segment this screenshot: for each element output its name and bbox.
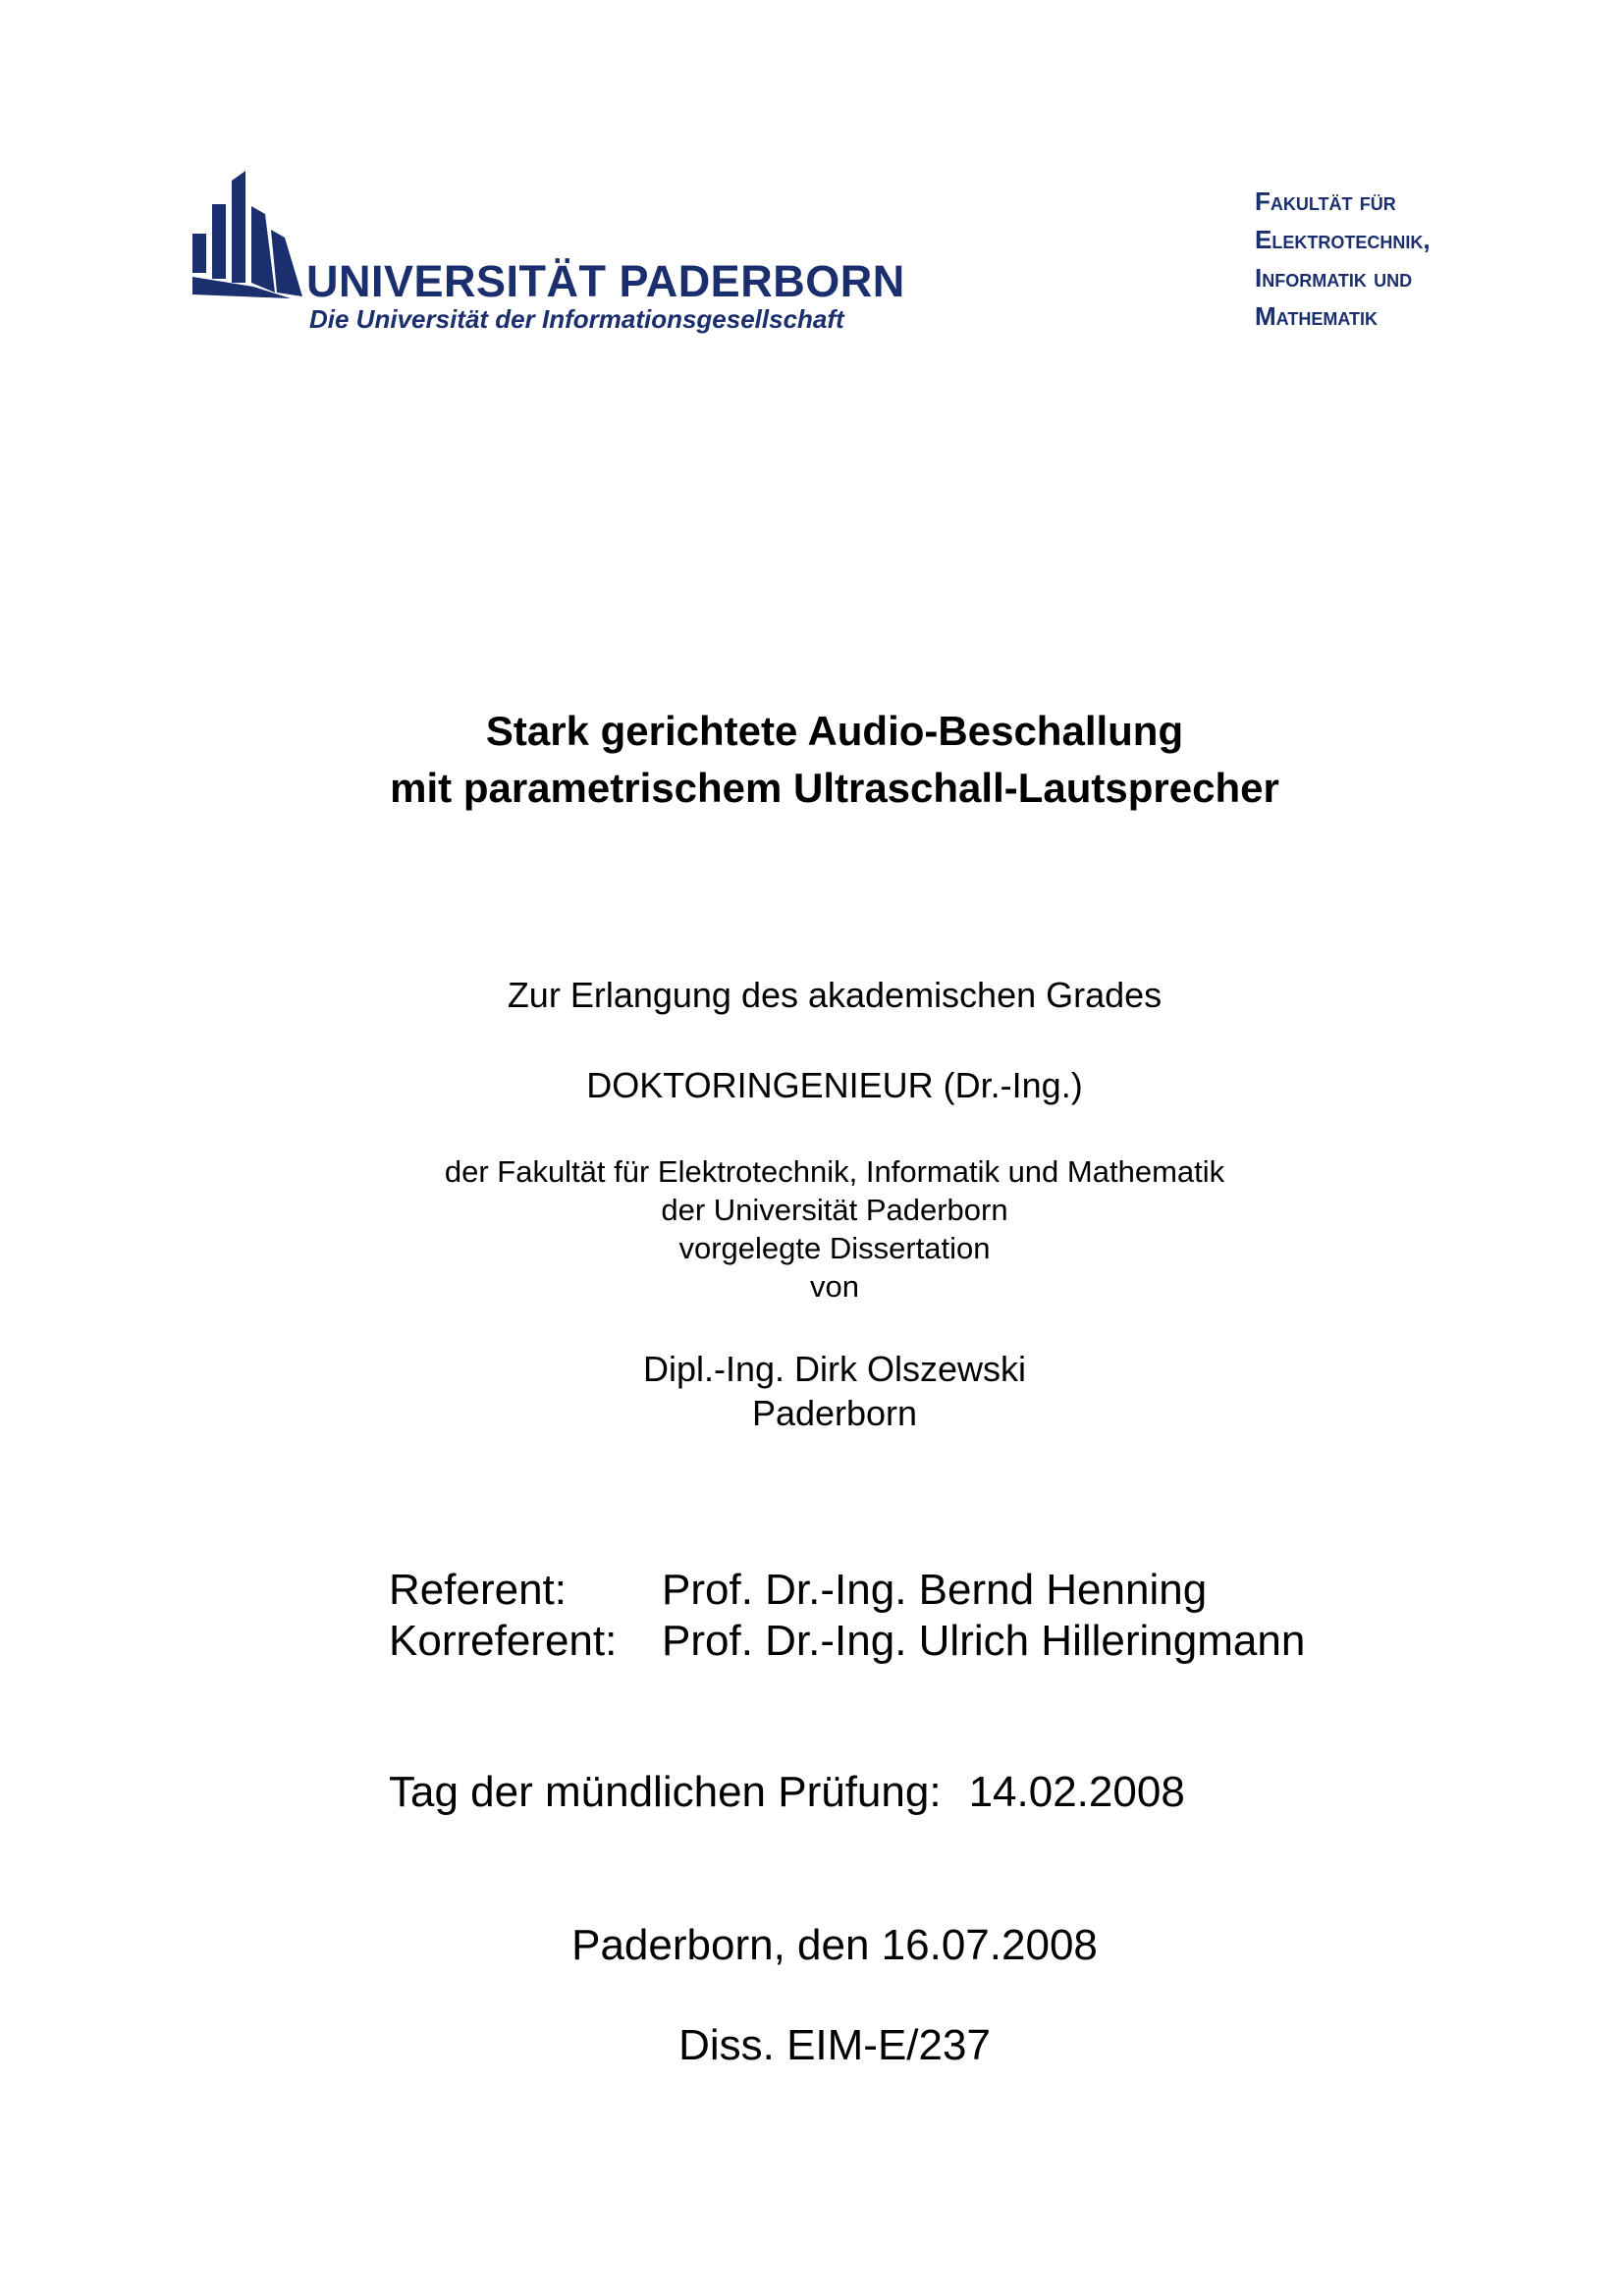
author-city: Paderborn [751, 1393, 918, 1433]
submission-line: vorgelegte Dissertation [678, 1231, 991, 1265]
author-name: Dipl.-Ing. Dirk Olszewski [642, 1349, 1027, 1389]
degree-intro: Zur Erlangung des akademischen Grades [507, 975, 1163, 1015]
exam-label: Tag der mündlichen Prüfung: [389, 1768, 942, 1816]
author-block [0, 1347, 1623, 1435]
coreferee-label: Korreferent: [389, 1617, 618, 1665]
submission-line: der Fakultät für Elektrotechnik, Informatik und Mathematik [444, 1154, 1225, 1189]
university-tagline: Die Universität der Informationsgesellschaft [309, 304, 844, 334]
faculty-line: Fakultät für [1255, 187, 1396, 216]
title-line: mit parametrischem Ultraschall-Lautsprecher [390, 765, 1279, 811]
referee-label: Referent: [389, 1566, 567, 1614]
thesis-title [0, 703, 1623, 817]
referee-name: Prof. Dr.-Ing. Bernd Henning [662, 1566, 1208, 1614]
submission-line: der Universität Paderborn [661, 1193, 1008, 1227]
university-logo [192, 171, 905, 338]
submission-line: von [810, 1269, 859, 1304]
place-and-date: Paderborn, den 16.07.2008 [571, 1921, 1098, 1969]
university-emblem-icon [192, 171, 302, 298]
exam-date: 14.02.2008 [968, 1768, 1185, 1816]
submission-statement [0, 1152, 1623, 1306]
dissertation-number: Diss. EIM-E/237 [678, 2021, 991, 2069]
faculty-line: Mathematik [1255, 301, 1378, 331]
title-line: Stark gerichtete Audio-Beschallung [485, 708, 1184, 754]
referees-block [389, 1565, 1305, 1667]
faculty-line: Elektrotechnik, [1255, 225, 1431, 254]
exam-date-line [389, 1767, 1185, 1818]
coreferee-row [389, 1616, 1305, 1667]
degree-name: DOKTORINGENIEUR (Dr.-Ing.) [586, 1065, 1083, 1105]
referee-row [389, 1565, 1305, 1616]
faculty-name [1255, 183, 1431, 336]
coreferee-name: Prof. Dr.-Ing. Ulrich Hilleringmann [662, 1617, 1306, 1665]
faculty-line: Informatik und [1255, 263, 1413, 293]
university-name: UNIVERSITÄT PADERBORN [306, 256, 905, 306]
